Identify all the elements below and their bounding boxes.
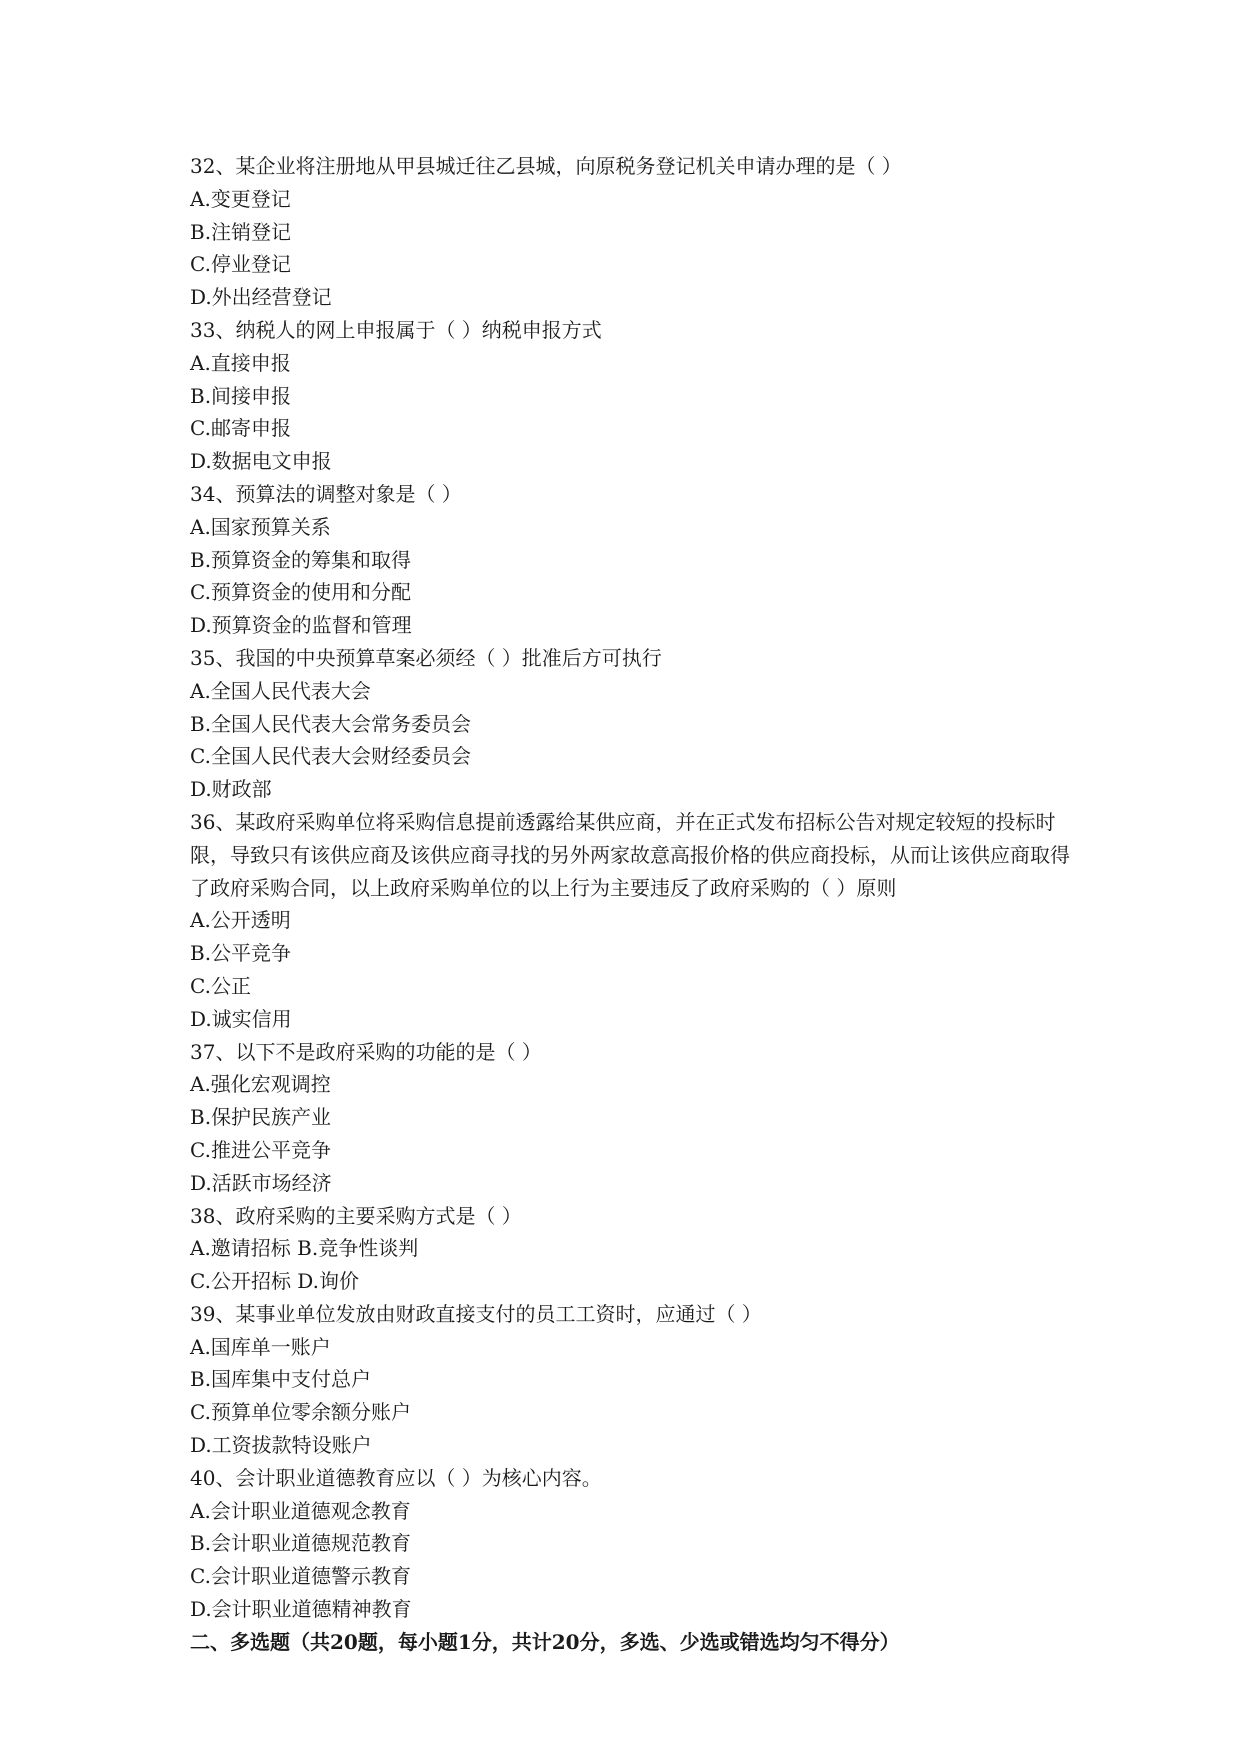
option-c: C.全国人民代表大会财经委员会 bbox=[190, 744, 471, 769]
option-a: A.会计职业道德观念教育 bbox=[190, 1498, 411, 1523]
document-page bbox=[190, 150, 1070, 1659]
option-b: B.公平竞争 bbox=[190, 941, 292, 966]
question-stem: 33、纳税人的网上申报属于（ ）纳税申报方式 bbox=[190, 317, 602, 342]
question-stem: 36、某政府采购单位将采购信息提前透露给某供应商，并在正式发布招标公告对规定较短的投标时限，导致只有该供应商及该供应商寻找的另外两家故意高报价格的供应商投标，从而让该供应商取得了政府采购合同，以上政府采购单位的以上行为主要违反了政府采购的（ ）原则 bbox=[190, 809, 1070, 900]
option-b: B.全国人民代表大会常务委员会 bbox=[190, 711, 472, 736]
option-a: A.公开透明 bbox=[190, 908, 291, 933]
option-b: B.预算资金的筹集和取得 bbox=[190, 547, 412, 572]
option-a: A.全国人民代表大会 bbox=[190, 678, 371, 703]
section-heading: 二、多选题（共20题，每小题1分，共计20分，多选、少选或错选均匀不得分） bbox=[190, 1629, 900, 1654]
option-d: D.会计职业道德精神教育 bbox=[190, 1597, 412, 1622]
option-c: C.预算资金的使用和分配 bbox=[190, 580, 411, 605]
option-ab: A.邀请招标 B.竞争性谈判 bbox=[190, 1236, 419, 1261]
question-stem: 37、以下不是政府采购的功能的是（ ） bbox=[190, 1039, 542, 1064]
question-stem: 40、会计职业道德教育应以（ ）为核心内容。 bbox=[190, 1465, 602, 1490]
question-stem: 34、预算法的调整对象是（ ） bbox=[190, 481, 462, 506]
option-d: D.诚实信用 bbox=[190, 1006, 292, 1031]
option-d: D.财政部 bbox=[190, 777, 272, 802]
question-stem: 38、政府采购的主要采购方式是（ ） bbox=[190, 1203, 522, 1228]
option-b: B.间接申报 bbox=[190, 383, 292, 408]
option-d: D.数据电文申报 bbox=[190, 449, 332, 474]
option-b: B.国库集中支付总户 bbox=[190, 1367, 372, 1392]
option-c: C.会计职业道德警示教育 bbox=[190, 1564, 411, 1589]
option-a: A.国库单一账户 bbox=[190, 1334, 331, 1359]
option-d: D.工资拔款特设账户 bbox=[190, 1433, 372, 1458]
option-c: C.停业登记 bbox=[190, 252, 291, 277]
question-stem: 32、某企业将注册地从甲县城迁往乙县城，向原税务登记机关申请办理的是（ ） bbox=[190, 154, 902, 178]
option-b: B.会计职业道德规范教育 bbox=[190, 1531, 412, 1556]
option-a: A.变更登记 bbox=[190, 186, 291, 211]
option-c: C.公正 bbox=[190, 973, 251, 998]
option-c: C.邮寄申报 bbox=[190, 416, 291, 441]
option-d: D.活跃市场经济 bbox=[190, 1170, 332, 1195]
question-stem: 35、我国的中央预算草案必须经（ ）批准后方可执行 bbox=[190, 645, 662, 670]
option-a: A.直接申报 bbox=[190, 350, 291, 375]
option-b: B.保护民族产业 bbox=[190, 1105, 332, 1130]
option-d: D.预算资金的监督和管理 bbox=[190, 613, 412, 638]
option-c: C.预算单位零余额分账户 bbox=[190, 1400, 411, 1425]
option-d: D.外出经营登记 bbox=[190, 285, 332, 310]
option-cd: C.公开招标 D.询价 bbox=[190, 1269, 359, 1294]
question-stem: 39、某事业单位发放由财政直接支付的员工工资时，应通过（ ） bbox=[190, 1301, 762, 1326]
option-c: C.推进公平竞争 bbox=[190, 1137, 331, 1162]
option-a: A.国家预算关系 bbox=[190, 514, 331, 539]
option-b: B.注销登记 bbox=[190, 219, 292, 244]
option-a: A.强化宏观调控 bbox=[190, 1072, 331, 1097]
